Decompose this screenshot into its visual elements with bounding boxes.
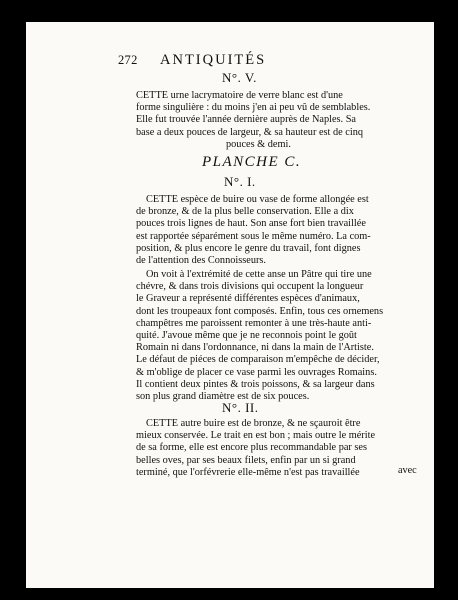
text-line: position, & plus encore le genre du travail, font dignes bbox=[136, 242, 361, 254]
text-line: quité. J'avoue même que je ne reconnois point le goût bbox=[136, 330, 357, 342]
text-line: dont les troupeaux font composés. Enfin, tous ces ornemens bbox=[136, 305, 384, 317]
text-line: de bronze, & de la plus belle conservation. Elle a dix bbox=[136, 206, 354, 218]
running-title: ANTIQUITÉS bbox=[160, 52, 267, 68]
text-line: pouces & demi. bbox=[226, 138, 291, 150]
text-line: de sa forme, elle est encore plus recommandable par ses bbox=[136, 442, 368, 454]
text-line: CETTE urne lacrymatoire de verre blanc est d'une bbox=[136, 90, 343, 101]
text-line: & m'oblige de placer ce vase parmi les ouvrages Romains. bbox=[136, 366, 377, 378]
paragraph-no-ii bbox=[136, 418, 404, 479]
section-heading-no-ii: N°. II. bbox=[222, 400, 259, 415]
document-page bbox=[26, 22, 434, 588]
text-line: base a deux pouces de largeur, & sa hauteur est de cinq bbox=[136, 126, 363, 138]
text-line: On voit à l'extrémité de cette anse un Pâtre qui tire une bbox=[146, 269, 372, 280]
paragraph-no-i bbox=[136, 194, 404, 267]
plate-heading: PLANCHE C. bbox=[202, 154, 302, 170]
text-line: forme singulière : du moins j'en ai peu vû de semblables. bbox=[136, 102, 371, 114]
text-line: terminé, que l'orfévrerie elle-même n'est pas travaillée bbox=[136, 466, 360, 478]
section-heading-no-v: N°. V. bbox=[222, 70, 257, 85]
text-line: Il contient deux pintes & trois poissons, & sa largeur dans bbox=[136, 378, 375, 390]
text-line: son plus grand diamètre est de six pouces. bbox=[136, 391, 310, 403]
text-line: est rapportée séparément sous le même numéro. La com- bbox=[136, 230, 371, 242]
text-line: CETTE espèce de buire ou vase de forme allongée est bbox=[146, 194, 369, 205]
page-header bbox=[118, 52, 408, 72]
paragraph-anse bbox=[136, 269, 404, 403]
text-line: Elle fut trouvée l'année dernière auprès de Naples. Sa bbox=[136, 114, 356, 126]
text-line: Romain ni dans l'ordonnance, ni dans la main de l'Artiste. bbox=[136, 342, 374, 354]
paragraph-no-v bbox=[136, 90, 404, 151]
text-line: CETTE autre buire est de bronze, & ne sçauroit être bbox=[146, 418, 361, 429]
text-line: de l'attention des Connoisseurs. bbox=[136, 255, 266, 267]
text-line: champêtres me paroissent remonter à une très-haute anti- bbox=[136, 317, 372, 329]
catchword: avec bbox=[398, 465, 417, 476]
text-line: chévre, & dans trois divisions qui occupent la longueur bbox=[136, 281, 364, 293]
page-number: 272 bbox=[118, 53, 138, 67]
section-heading-no-i: N°. I. bbox=[224, 174, 256, 189]
text-line: mieux conservée. Le trait en est bon ; mais outre le mérite bbox=[136, 430, 376, 442]
text-line: pouces trois lignes de haut. Son anse fort bien travaillée bbox=[136, 218, 366, 230]
text-line: Le défaut de piéces de comparaison m'empêche de décider, bbox=[136, 354, 380, 366]
text-line: belles oves, par ses beaux filets, enfin par un si grand bbox=[136, 454, 356, 466]
text-line: le Graveur a représenté différentes espèces d'animaux, bbox=[136, 293, 360, 305]
